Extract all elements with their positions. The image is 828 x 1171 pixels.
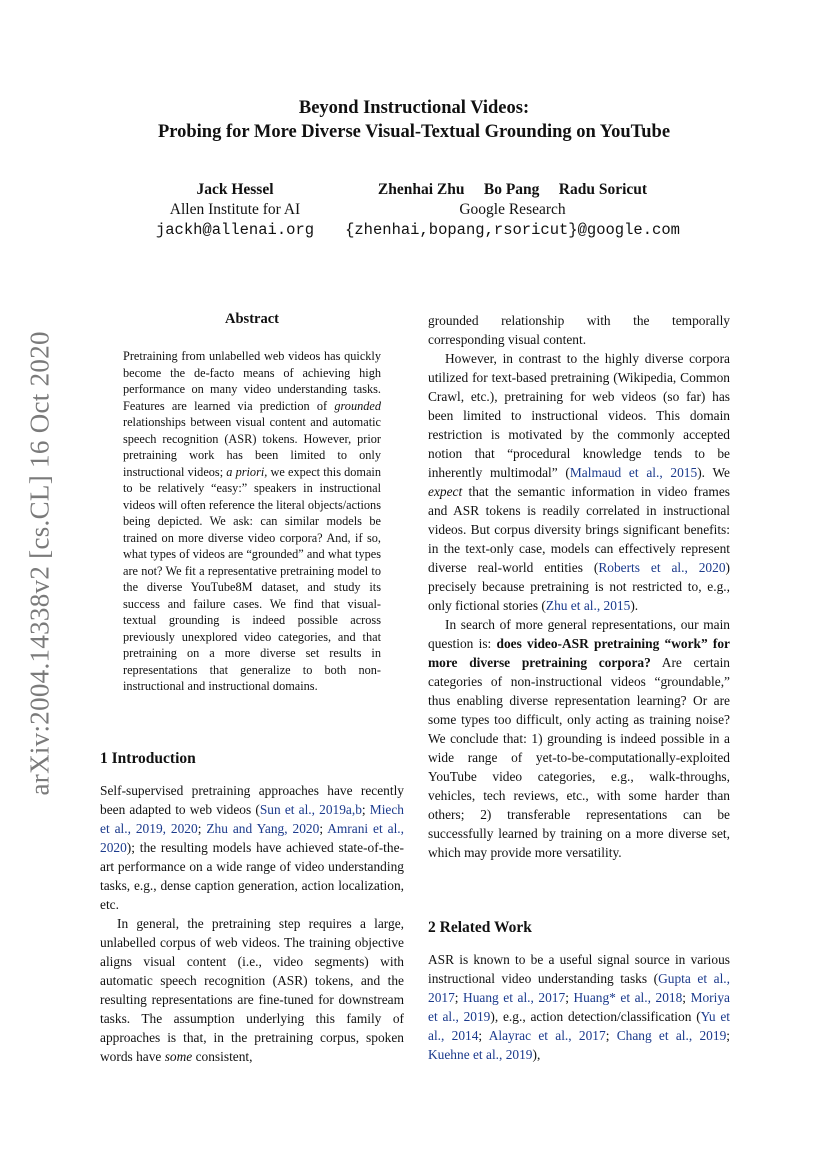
text: ASR is known to be a useful signal source in various instructional video understanding tasks ( (428, 952, 730, 986)
right-column-body (428, 311, 730, 862)
text: ; (454, 990, 464, 1005)
abstract-text: Pretraining from unlabelled web videos has quickly become the de-facto means of achieving high performance on many video understanding tasks. Features are learned via prediction of (123, 349, 381, 413)
citation-link[interactable]: Chang et al., 2019 (616, 1028, 727, 1043)
text: ). (630, 598, 639, 613)
introduction-body (100, 781, 404, 1066)
citation-link[interactable]: Huang et al., 2017 (463, 990, 566, 1005)
text: ; (565, 990, 574, 1005)
text: ; (478, 1028, 489, 1043)
arxiv-sidebar-id: arXiv:2004.14338v2 [cs.CL] 16 Oct 2020 (24, 331, 55, 796)
section-heading-introduction: 1 Introduction (100, 750, 196, 767)
citation-link[interactable]: Zhu and Yang, 2020 (206, 821, 320, 836)
paragraph (428, 615, 730, 862)
text: consistent, (192, 1049, 253, 1064)
author-affiliation: Google Research (459, 201, 566, 218)
text: ; (319, 821, 328, 836)
text: In general, the pretraining step requires a large, unlabelled corpus of web videos. The training objective aligns visual content (i.e., video segments) with automatic speech recognition (ASR) tokens, and the resulting representations are fine-tuned for downstream tasks. The assumption underlying this family of approaches is that, in the pretraining corpus, spoken words have (100, 916, 404, 1064)
text: ; (361, 802, 370, 817)
section-heading-related-work: 2 Related Work (428, 919, 532, 936)
author-name: Jack Hessel (196, 181, 274, 198)
author-block-left (140, 180, 330, 240)
text: ), (532, 1047, 541, 1062)
text: Self-supervised pretraining approaches have recently been adapted to web videos ( (100, 783, 404, 817)
abstract-emphasis: grounded (334, 398, 381, 413)
citation-link[interactable]: Miech et al., 2019, 2020 (100, 802, 405, 836)
author-affiliation: Allen Institute for AI (169, 201, 301, 218)
text: ; (682, 990, 691, 1005)
text: ; (605, 1028, 617, 1043)
paragraph (428, 950, 730, 1064)
abstract-body (123, 348, 381, 695)
citation-link[interactable]: Alayrac et al., 2017 (488, 1028, 606, 1043)
citation-link[interactable]: Huang* et al., 2018 (573, 990, 683, 1005)
text: ); the resulting models have achieved state-of-the-art performance on a wide range of video understanding tasks, e.g., dense caption generation, action localization, etc. (100, 840, 404, 912)
bold-question: does video-ASR pretraining “work” for more diverse pretraining corpora? (428, 636, 730, 670)
related-work-body (428, 950, 730, 1064)
author-email: jackh@allenai.org (155, 221, 315, 239)
citation-link[interactable]: Yu et al., 2014 (428, 1009, 730, 1043)
paper-title-line-2: Probing for More Diverse Visual-Textual Grounding on YouTube (157, 122, 671, 142)
author-block-right (335, 180, 690, 240)
citation-link[interactable]: Malmaud et al., 2015 (569, 465, 698, 480)
text: ). We (697, 465, 731, 480)
text: ), e.g., action detection/classification ( (490, 1009, 701, 1024)
author-email: {zhenhai,bopang,rsoricut}@google.com (345, 221, 680, 239)
emphasis: some (164, 1049, 193, 1064)
text: Are certain categories of non-instructional videos “groundable,” thus enabling diverse representation learning? Or are some types too difficult, only acting as training noise? We conclude that: 1) grounding is indeed possible in a wide range of yet-to-be-computationally-exploited YouTube video categories, e.g., walk-throughs, vehicles, tech reviews, etc., with some harder than others; 2) transferable representations can be successfully learned by training on a more diverse set, which may provide more versatility. (428, 655, 730, 860)
citation-link[interactable]: Moriya et al., 2019 (428, 990, 730, 1024)
paragraph (100, 914, 404, 1066)
citation-link[interactable]: Kuehne et al., 2019 (428, 1047, 533, 1062)
paragraph: grounded relationship with the temporally corresponding visual content. (428, 313, 730, 347)
paragraph (100, 781, 404, 914)
text: ; (197, 821, 207, 836)
paragraph (428, 349, 730, 615)
text: However, in contrast to the highly diverse corpora utilized for text-based pretraining (Wikipedia, Common Crawl, etc.), pretraining for web videos (so far) has been limited to instructional videos. This domain restriction is motivated by the commonly accepted notion that “procedural knowledge tends to be inherently multimodal” ( (428, 351, 730, 480)
citation-link[interactable]: Sun et al., 2019a,b (259, 802, 362, 817)
abstract-text: relationships between visual content and automatic speech recognition (ASR) tokens. However, prior pretraining work has been limited to only instructional videos; (123, 415, 381, 479)
emphasis: expect (428, 484, 463, 499)
text: ) precisely because pretraining is not restricted to, e.g., only fictional stories ( (428, 560, 730, 613)
abstract-heading: Abstract (225, 311, 279, 327)
abstract-emphasis: a priori, (226, 464, 268, 479)
abstract-text: we expect this domain to be relatively “easy:” speakers in instructional videos will often reference the literal objects/actions being depicted. We ask: can similar models be trained on more diverse video corpora? And, if so, what types of videos are “grounded” and what types are not? We fit a representative pretraining model to the diverse YouTube8M dataset, and study its success and failure cases. We find that visual-textual grounding is indeed possible across previously unexplored video categories, and that pretraining on a more diverse set results in representations that generalize to both non-instructional and instructional domains. (123, 464, 382, 693)
paper-title-line-1: Beyond Instructional Videos: (298, 98, 530, 118)
author-names: Zhenhai Zhu Bo Pang Radu Soricut (377, 181, 648, 198)
citation-link[interactable]: Zhu et al., 2015 (545, 598, 631, 613)
text: that the semantic information in video frames and ASR tokens is readily correlated in instructional videos. But corpus diversity brings significant benefits: in the text-only case, models can effectively represent diverse real-world entities ( (428, 484, 730, 575)
citation-link[interactable]: Gupta et al., 2017 (428, 971, 730, 1005)
text: In search of more general representations, our main question is: (428, 617, 730, 651)
citation-link[interactable]: Roberts et al., 2020 (598, 560, 726, 575)
text: ; (726, 1028, 730, 1043)
citation-link[interactable]: Amrani et al., 2020 (100, 821, 404, 855)
